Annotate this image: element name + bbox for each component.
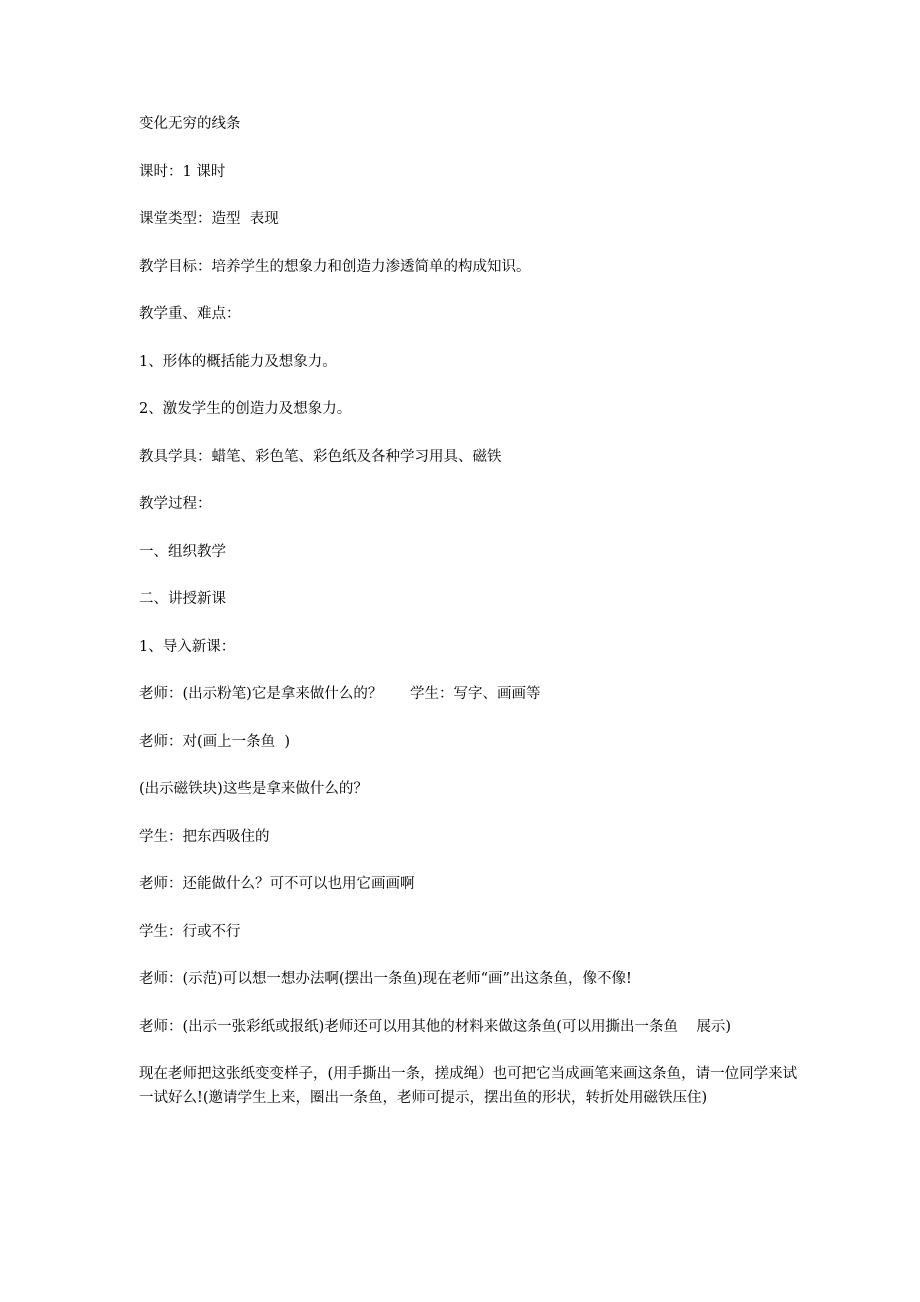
dialogue-line: 老师：(出示一张彩纸或报纸)老师还可以用其他的材料来做这条鱼(可以用撕出一条鱼 展示): [139, 1018, 732, 1035]
teaching-objective: 教学目标：培养学生的想象力和创造力渗透简单的构成知识。: [139, 258, 531, 275]
lesson-type: 课堂类型：造型 表现: [139, 211, 279, 227]
key-difficulties-heading: 教学重、难点：: [139, 306, 241, 322]
dialogue-line: 学生：把东西吸住的: [139, 828, 270, 845]
dialogue-line: 老师：对(画上一条鱼 ): [139, 733, 291, 750]
body-paragraph: 现在老师把这张纸变变样子，(用手撕出一条，搓成绳）也可把它当成画笔来画这条鱼，请一位同学来试一试好么!(邀请学生上来，圈出一条鱼，老师可提示，摆出鱼的形状，转折处用磁铁压住): [139, 1066, 798, 1106]
dialogue-line: (出示磁铁块)这些是拿来做什么的？: [139, 781, 368, 797]
subsection-introduction: 1、导入新课：: [139, 638, 236, 655]
dialogue-line: 老师：(出示粉笔)它是拿来做什么的？ 学生：写字、画画等: [139, 686, 541, 702]
dialogue-line: 学生：行或不行: [139, 923, 241, 940]
section-new-lesson: 二、讲授新课: [139, 591, 226, 607]
lesson-duration: 课时：1 课时: [139, 163, 226, 180]
document-title: 变化无穷的线条: [139, 116, 241, 132]
key-difficulty-1: 1、形体的概括能力及想象力。: [139, 353, 337, 370]
key-difficulty-2: 2、激发学生的创造力及想象力。: [139, 401, 352, 417]
teaching-process-heading: 教学过程：: [139, 496, 212, 512]
document-page: [139, 112, 799, 1110]
teaching-materials: 教具学具：蜡笔、彩色笔、彩色纸及各种学习用具、磁铁: [139, 448, 502, 465]
dialogue-line: 老师：(示范)可以想一想办法啊(摆出一条鱼)现在老师“画”出这条鱼，像不像!: [139, 971, 632, 987]
section-organize-teaching: 一、组织教学: [139, 543, 226, 560]
dialogue-line: 老师：还能做什么？可不可以也用它画画啊: [139, 876, 415, 892]
